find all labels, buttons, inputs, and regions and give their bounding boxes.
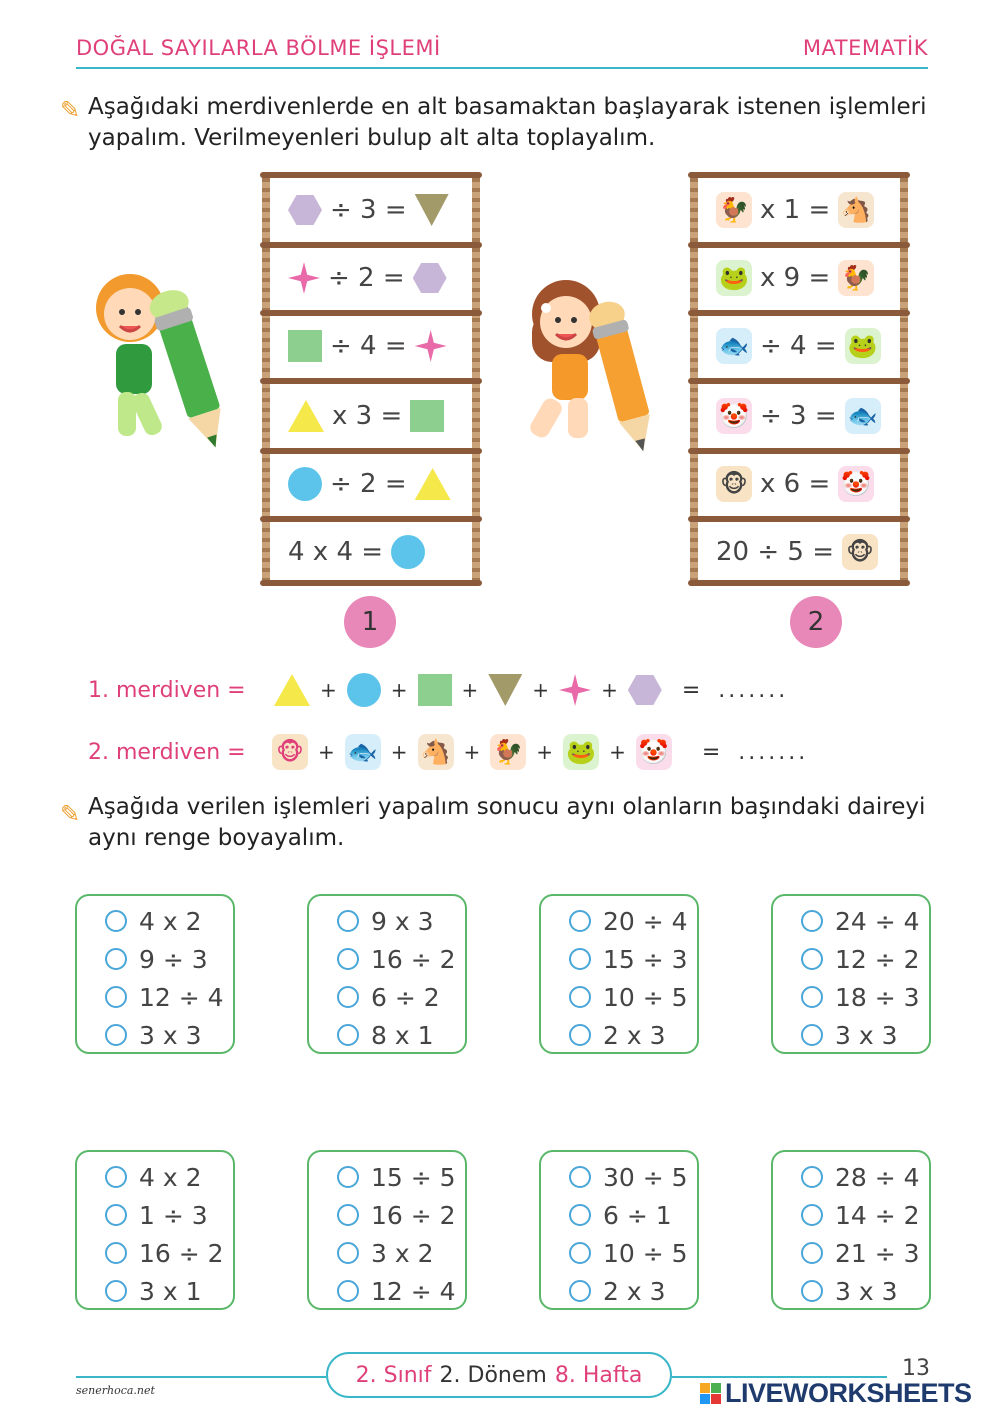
operation-line xyxy=(801,1158,929,1196)
plus-sign: + xyxy=(390,678,408,702)
ladder2-step-4 xyxy=(716,320,882,372)
ladder1-step-3 xyxy=(288,390,454,442)
operation-line xyxy=(801,1234,929,1272)
sum-row-2 xyxy=(88,732,808,772)
ladder-rung xyxy=(260,310,482,316)
operation-line xyxy=(105,1272,233,1310)
color-circle[interactable] xyxy=(337,1242,359,1264)
operation-box xyxy=(75,894,235,1054)
operation-line xyxy=(105,1196,233,1234)
ladder-rung xyxy=(260,448,482,454)
fish-icon: 🐟 xyxy=(845,398,881,434)
step-operation: x 9 = xyxy=(760,263,831,293)
color-circle[interactable] xyxy=(801,1204,823,1226)
color-circle[interactable] xyxy=(801,948,823,970)
operation-box xyxy=(539,1150,699,1310)
operation-text: 16 ÷ 2 xyxy=(139,1238,224,1268)
operation-text: 16 ÷ 2 xyxy=(371,1200,456,1230)
star-icon xyxy=(559,674,591,706)
color-circle[interactable] xyxy=(337,1280,359,1302)
operation-line xyxy=(105,1158,233,1196)
horse-icon: 🐴 xyxy=(838,192,874,228)
triangle-down-icon xyxy=(488,674,522,706)
ladder-rung xyxy=(688,172,910,178)
color-circle[interactable] xyxy=(569,948,591,970)
plus-sign: + xyxy=(463,740,481,764)
operation-line xyxy=(105,1016,233,1054)
operation-text: 3 x 2 xyxy=(371,1238,434,1268)
color-circle[interactable] xyxy=(337,910,359,932)
hexagon-icon xyxy=(288,195,322,225)
instruction-first: Aşağıdaki merdivenlerde en alt basamaktan başlayarak istenen işlemleri yapalım. Verilmeyenleri bulup alt alta toplayalım. xyxy=(88,94,927,151)
equals-sign: = xyxy=(701,739,721,765)
ladder2-step-2 xyxy=(716,458,882,510)
color-circle[interactable] xyxy=(337,1024,359,1046)
frog-icon: 🐸 xyxy=(845,328,881,364)
operation-line xyxy=(569,1196,697,1234)
footer-divider xyxy=(76,1376,326,1378)
operation-text: 30 ÷ 5 xyxy=(603,1162,688,1192)
week-info-pill xyxy=(326,1352,672,1398)
monkey-icon: 🐵 xyxy=(272,734,308,770)
operation-text: 21 ÷ 3 xyxy=(835,1238,920,1268)
color-circle[interactable] xyxy=(105,1204,127,1226)
operation-line xyxy=(569,1272,697,1310)
operation-text: 18 ÷ 3 xyxy=(835,982,920,1012)
operation-box xyxy=(75,1150,235,1310)
operation-line xyxy=(569,1234,697,1272)
step-operation: x 1 = xyxy=(760,195,831,225)
color-circle[interactable] xyxy=(801,1280,823,1302)
color-circle[interactable] xyxy=(569,1280,591,1302)
operation-text: 24 ÷ 4 xyxy=(835,906,920,936)
hexagon-icon xyxy=(628,675,662,705)
ladder-rung xyxy=(260,378,482,384)
ladder1-step-6 xyxy=(288,184,454,236)
operation-line xyxy=(337,1158,465,1196)
monkey-icon: 🐵 xyxy=(842,534,878,570)
answer-blank-1[interactable]: ....... xyxy=(718,677,789,703)
answer-blank-2[interactable]: ....... xyxy=(738,739,809,765)
rooster-icon: 🐓 xyxy=(716,192,752,228)
triangle-up-icon xyxy=(415,468,451,500)
operation-line xyxy=(801,1196,929,1234)
circle-icon xyxy=(347,673,381,707)
triangle-down-icon xyxy=(415,194,449,226)
brand-name: LIVEWORKSHEETS xyxy=(725,1378,972,1408)
operation-line xyxy=(569,1158,697,1196)
grade-label: 2. Sınıf xyxy=(355,1362,432,1388)
color-circle[interactable] xyxy=(105,1166,127,1188)
plus-sign: + xyxy=(318,740,335,764)
ladder2-step-3 xyxy=(716,390,882,442)
color-circle[interactable] xyxy=(569,1204,591,1226)
operation-text: 3 x 3 xyxy=(835,1020,898,1050)
operation-line xyxy=(337,1272,465,1310)
color-circle[interactable] xyxy=(105,1280,127,1302)
operation-box xyxy=(771,1150,931,1310)
plus-sign: + xyxy=(532,678,550,702)
color-circle[interactable] xyxy=(105,948,127,970)
step-operation: ÷ 2 = xyxy=(330,469,407,499)
color-circle[interactable] xyxy=(105,986,127,1008)
operation-line xyxy=(337,940,465,978)
operation-text: 6 ÷ 1 xyxy=(603,1200,672,1230)
color-circle[interactable] xyxy=(569,910,591,932)
plus-sign: + xyxy=(536,740,554,764)
operation-box xyxy=(307,1150,467,1310)
operation-line xyxy=(337,1234,465,1272)
ladder-2-badge: 2 xyxy=(790,596,842,648)
operation-box xyxy=(307,894,467,1054)
operation-line xyxy=(801,978,929,1016)
clown-icon: 🤡 xyxy=(716,398,752,434)
color-circle[interactable] xyxy=(337,1204,359,1226)
operation-line xyxy=(337,978,465,1016)
ladder-rung xyxy=(260,580,482,586)
operation-text: 28 ÷ 4 xyxy=(835,1162,920,1192)
operation-text: 12 ÷ 2 xyxy=(835,944,920,974)
step-start-operation: 20 ÷ 5 = xyxy=(716,537,834,567)
step-operation: ÷ 4 = xyxy=(760,331,837,361)
operation-line xyxy=(569,940,697,978)
hexagon-icon xyxy=(413,263,447,293)
operation-text: 12 ÷ 4 xyxy=(139,982,224,1012)
operation-line xyxy=(801,940,929,978)
monkey-icon: 🐵 xyxy=(716,466,752,502)
step-operation: x 3 = xyxy=(332,401,403,431)
color-circle[interactable] xyxy=(337,948,359,970)
plus-sign: + xyxy=(320,678,337,702)
square-icon xyxy=(410,400,444,432)
step-operation: ÷ 3 = xyxy=(330,195,407,225)
operation-line xyxy=(569,978,697,1016)
operation-line xyxy=(569,1016,697,1054)
ladder-2 xyxy=(688,172,910,586)
plus-sign: + xyxy=(609,740,626,764)
color-circle[interactable] xyxy=(105,1024,127,1046)
color-circle[interactable] xyxy=(337,986,359,1008)
equals-sign: = xyxy=(681,677,701,703)
operation-text: 20 ÷ 4 xyxy=(603,906,688,936)
color-circle[interactable] xyxy=(801,1242,823,1264)
girl-with-pencil-illustration xyxy=(518,272,668,462)
frog-icon: 🐸 xyxy=(716,260,752,296)
operation-text: 1 ÷ 3 xyxy=(139,1200,208,1230)
ladder1-step-4 xyxy=(288,320,454,372)
subject-label: MATEMATİK xyxy=(802,36,928,60)
ladder2-step-5 xyxy=(716,252,882,304)
triangle-up-icon xyxy=(274,674,310,706)
worksheet-title: DOĞAL SAYILARLA BÖLME İŞLEMİ xyxy=(76,36,441,60)
operation-text: 9 ÷ 3 xyxy=(139,944,208,974)
color-circle[interactable] xyxy=(569,1024,591,1046)
color-circle[interactable] xyxy=(801,1166,823,1188)
color-circle[interactable] xyxy=(569,1166,591,1188)
instruction-second: Aşağıda verilen işlemleri yapalım sonucu aynı olanların başındaki daireyi aynı renge boyayalım. xyxy=(88,794,926,851)
rooster-icon: 🐓 xyxy=(490,734,526,770)
color-circle[interactable] xyxy=(105,1242,127,1264)
operation-text: 10 ÷ 5 xyxy=(603,1238,688,1268)
ladder1-step-5 xyxy=(288,252,454,304)
step-start-operation: 4 x 4 = xyxy=(288,537,384,567)
circle-icon xyxy=(288,467,322,501)
square-icon xyxy=(418,674,452,706)
operation-text: 10 ÷ 5 xyxy=(603,982,688,1012)
star-icon xyxy=(415,330,447,362)
operation-text: 8 x 1 xyxy=(371,1020,434,1050)
ladder-rung xyxy=(688,516,910,522)
ladder-rung xyxy=(688,242,910,248)
operation-line xyxy=(337,902,465,940)
operation-line xyxy=(569,902,697,940)
color-circle[interactable] xyxy=(801,910,823,932)
plus-sign: + xyxy=(461,678,479,702)
ladder1-step-2 xyxy=(288,458,454,510)
operation-text: 16 ÷ 2 xyxy=(371,944,456,974)
term-label: 2. Dönem xyxy=(439,1362,547,1388)
operation-text: 2 x 3 xyxy=(603,1276,666,1306)
ladder-rung xyxy=(260,516,482,522)
color-circle[interactable] xyxy=(337,1166,359,1188)
step-operation: ÷ 3 = xyxy=(760,401,837,431)
clown-icon: 🤡 xyxy=(838,466,874,502)
operation-text: 15 ÷ 5 xyxy=(371,1162,456,1192)
operation-line xyxy=(105,1234,233,1272)
ladder-rung xyxy=(688,580,910,586)
header-divider xyxy=(76,67,928,69)
operation-line xyxy=(801,1272,929,1310)
fish-icon: 🐟 xyxy=(345,734,381,770)
circle-icon xyxy=(391,535,425,569)
ladder-1-badge: 1 xyxy=(344,596,396,648)
sum-row-label: 2. merdiven = xyxy=(88,739,246,765)
step-operation: ÷ 2 = xyxy=(328,263,405,293)
operation-line xyxy=(105,940,233,978)
frog-icon: 🐸 xyxy=(563,734,599,770)
operation-line xyxy=(801,902,929,940)
rooster-icon: 🐓 xyxy=(838,260,874,296)
plus-sign: + xyxy=(601,678,618,702)
color-circle[interactable] xyxy=(569,986,591,1008)
horse-icon: 🐴 xyxy=(418,734,454,770)
color-circle[interactable] xyxy=(801,986,823,1008)
ladder-rung xyxy=(688,448,910,454)
operation-text: 12 ÷ 4 xyxy=(371,1276,456,1306)
operation-text: 3 x 3 xyxy=(139,1020,202,1050)
operation-box xyxy=(771,894,931,1054)
ladder-rung xyxy=(260,172,482,178)
operation-text: 6 ÷ 2 xyxy=(371,982,440,1012)
pencil-icon: ✎ xyxy=(60,800,81,828)
plus-sign: + xyxy=(390,740,408,764)
operation-text: 14 ÷ 2 xyxy=(835,1200,920,1230)
operation-line xyxy=(801,1016,929,1054)
ladder2-step-1 xyxy=(716,526,882,578)
ladder-rung xyxy=(688,378,910,384)
operation-line xyxy=(337,1016,465,1054)
pencil-icon: ✎ xyxy=(60,96,81,124)
site-credit: senerhoca.net xyxy=(76,1384,155,1397)
ladder1-step-1 xyxy=(288,526,454,578)
star-icon xyxy=(288,262,320,294)
operation-text: 4 x 2 xyxy=(139,906,202,936)
ladder-rung xyxy=(688,310,910,316)
color-circle[interactable] xyxy=(801,1024,823,1046)
week-label: 8. Hafta xyxy=(554,1362,643,1388)
clown-icon: 🤡 xyxy=(636,734,672,770)
sum-row-1 xyxy=(88,672,788,708)
operation-text: 3 x 1 xyxy=(139,1276,202,1306)
triangle-up-icon xyxy=(288,400,324,432)
operation-text: 2 x 3 xyxy=(603,1020,666,1050)
liveworksheets-logo xyxy=(700,1378,972,1409)
operation-text: 4 x 2 xyxy=(139,1162,202,1192)
operation-box xyxy=(539,894,699,1054)
page-number: 13 xyxy=(902,1356,930,1381)
color-circle[interactable] xyxy=(105,910,127,932)
square-icon xyxy=(288,330,322,362)
boy-with-pencil-illustration xyxy=(78,266,228,456)
sum-row-label: 1. merdiven = xyxy=(88,677,246,703)
liveworksheets-mark-icon xyxy=(700,1383,721,1404)
ladder-1 xyxy=(260,172,482,586)
ladder-rung xyxy=(260,242,482,248)
fish-icon: 🐟 xyxy=(716,328,752,364)
step-operation: x 6 = xyxy=(760,469,831,499)
operation-text: 15 ÷ 3 xyxy=(603,944,688,974)
step-operation: ÷ 4 = xyxy=(330,331,407,361)
operation-line xyxy=(105,902,233,940)
operation-line xyxy=(105,978,233,1016)
color-circle[interactable] xyxy=(569,1242,591,1264)
operation-text: 9 x 3 xyxy=(371,906,434,936)
operation-line xyxy=(337,1196,465,1234)
ladder2-step-6 xyxy=(716,184,882,236)
operation-text: 3 x 3 xyxy=(835,1276,898,1306)
